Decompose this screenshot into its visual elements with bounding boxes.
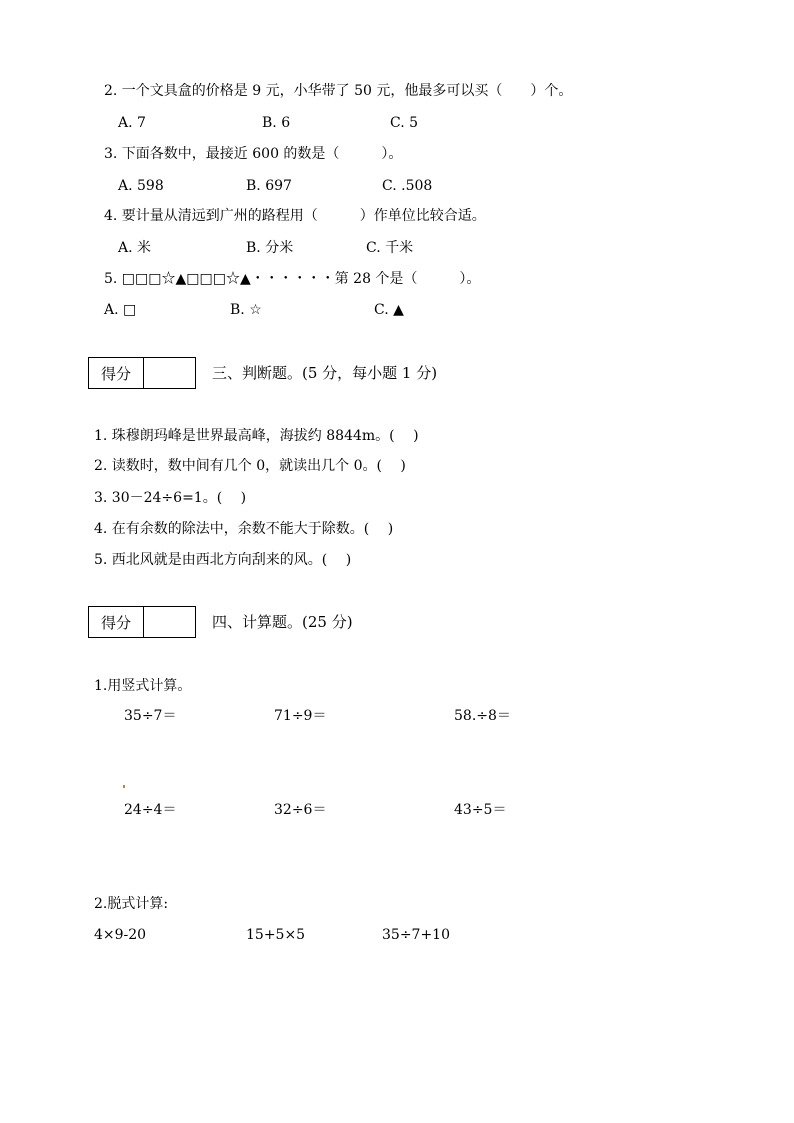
question-3-option-a: A. 598 — [118, 178, 164, 194]
calc-expression: 43÷5＝ — [454, 802, 507, 818]
question-4-option-b: B. 分米 — [246, 240, 294, 256]
question-3-stem: 3. 下面各数中，最接近 600 的数是（ ）。 — [104, 146, 403, 162]
question-4-option-a: A. 米 — [118, 240, 152, 256]
question-5-option-c: C. ▲ — [374, 302, 404, 318]
stepwise-expression: 35÷7+10 — [382, 927, 450, 943]
score-label: 得分 — [89, 607, 144, 637]
score-blank — [144, 607, 195, 637]
question-4-stem: 4. 要计量从清远到广州的路程用（ ）作单位比较合适。 — [104, 208, 486, 224]
question-2-stem: 2. 一个文具盒的价格是 9 元，小华带了 50 元，他最多可以买（ ）个。 — [104, 83, 573, 99]
judge-item-3: 3. 30－24÷6=1。( ) — [94, 490, 247, 506]
stepwise-calc-title: 2.脱式计算: — [94, 896, 169, 912]
question-2-option-c: C. 5 — [390, 115, 419, 131]
stepwise-expression: 4×9-20 — [94, 927, 147, 943]
question-2-option-a: A. 7 — [118, 115, 146, 131]
question-3-option-c: C. .508 — [382, 178, 433, 194]
question-3-option-b: B. 697 — [246, 178, 292, 194]
score-blank — [144, 358, 195, 388]
calc-expression: 58.÷8＝ — [454, 708, 511, 724]
stray-mark — [123, 785, 125, 788]
question-5-option-a: A. □ — [104, 302, 137, 318]
calc-expression: 24÷4＝ — [124, 802, 177, 818]
score-box-section-4 — [88, 606, 196, 638]
judge-item-5: 5. 西北风就是由西北方向刮来的风。( ) — [94, 552, 352, 568]
vertical-calc-title: 1.用竖式计算。 — [94, 678, 192, 694]
judge-item-4: 4. 在有余数的除法中，余数不能大于除数。( ) — [94, 521, 394, 537]
stepwise-expression: 15+5×5 — [246, 927, 306, 943]
calc-expression: 71÷9＝ — [274, 708, 327, 724]
calc-expression: 32÷6＝ — [274, 802, 327, 818]
judge-item-1: 1. 珠穆朗玛峰是世界最高峰，海拔约 8844m。( ) — [94, 428, 419, 444]
score-box-section-3 — [88, 357, 196, 389]
judge-item-2: 2. 读数时，数中间有几个 0，就读出几个 0。( ) — [94, 458, 406, 474]
question-5-option-b: B. ☆ — [230, 302, 262, 318]
section-4-title: 四、计算题。(25 分) — [212, 613, 353, 631]
question-4-option-c: C. 千米 — [366, 240, 414, 256]
question-2-option-b: B. 6 — [262, 115, 291, 131]
question-5-stem: 5. □□□☆▲□□□☆▲・・・・・・第 28 个是（ ）。 — [104, 271, 481, 287]
section-3-title: 三、判断题。(5 分，每小题 1 分) — [212, 364, 438, 382]
calc-expression: 35÷7＝ — [124, 708, 177, 724]
score-label: 得分 — [89, 358, 144, 388]
